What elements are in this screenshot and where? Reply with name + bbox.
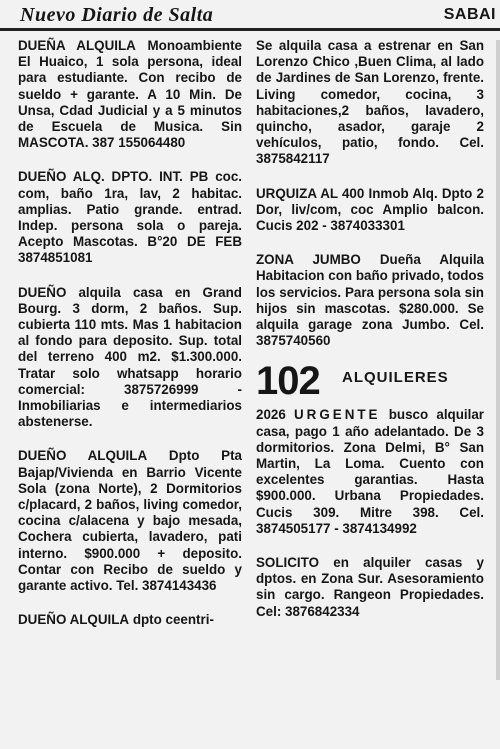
section-header: [256, 359, 484, 405]
ad-heading: ZONA JUMBO: [256, 252, 361, 268]
ad-body: coc. com, baño 1ra, lav, 2 habitac. amplias. Patio grande. entrad. Indep. persona sola o pareja. Acepto Mascotas. B°20 DE FEB 3874851081: [18, 169, 243, 266]
classified-ad: [18, 169, 242, 266]
classified-ad: [18, 285, 242, 431]
classified-ad: [256, 186, 484, 235]
ad-body: Monoambiente El Huaico, 1 sola persona, ideal para estudiante. Con recibo de sueldo + garante. A 10 Min. De Unsa, Cdad Judicial y a 5 minutos de Escuela de Musica. Sin MASCOTA. 387 155064480: [18, 38, 242, 151]
classified-ad: [18, 38, 242, 151]
ad-body: Inmob Alq. Dpto 2 Dor, liv/com, coc Amplio balcon. Cucis 202 - 3874033301: [256, 185, 484, 234]
ad-body: en alquiler casas y dptos. en Zona Sur. Asesoramiento sin cargo. Rangeon Propiedades. Cel: 3876842334: [256, 555, 484, 619]
ad-body: Dueña Alquila Habitacion con baño privado, todos los servicios. Para persona sola sin hijos sin mascotas. $280.000. Se alquila garage zona Jumbo. Cel. 3875740560: [256, 252, 484, 349]
classified-ad: [256, 407, 484, 537]
ad-body: dpto ceentri-: [129, 612, 214, 628]
page-edge-shadow: [496, 40, 500, 680]
ad-body: Dpto Pta Bajap/Vivienda en Barrio Vicente Sola (zona Norte), 2 Dormitorios c/placard, 2 baños, living comedor, cocina c/alacena y bajo mesada, Cochera cubierta, lavadero, pati interno. $900.000 + deposito. Contar con Recibo de sueldo y garante activo. Tel. 3874143436: [18, 448, 242, 594]
ad-body: alquila casa en Grand Bourg. 3 dorm, 2 baños. Sup. cubierta 110 mts. Mas 1 habitacion al fondo para deposito. Sup. total del terreno 400 m2. $1.300.000. Tratar solo whatsapp horario comercial: 3875726999 - Inmobiliarias e intermediarios abstenerse.: [18, 284, 242, 430]
classified-ad: [18, 612, 242, 628]
ad-heading: DUEÑO ALQUILA: [18, 448, 148, 464]
classified-ad: [18, 448, 242, 594]
ad-heading: SOLICITO: [256, 555, 319, 571]
newspaper-masthead: Nuevo Diario de Salta: [20, 4, 214, 26]
header-date-fragment: SABAI: [443, 6, 496, 23]
ad-body: busco alquilar casa, pago 1 año adelantado. De 3 dormitorios. Zona Delmi, B° San Martin, La Loma. Cuento con excelentes garantias. Hasta $900.000. Urbana Propiedades. Cucis 309. Mitre 398. Cel. 3874505177 - 3874134992: [256, 407, 484, 536]
classified-ad: [256, 38, 484, 168]
section-number: 102: [256, 359, 320, 404]
section-title: ALQUILERES: [342, 369, 449, 387]
ad-heading: DUEÑO ALQUILA: [18, 612, 130, 628]
page-header: [0, 0, 500, 28]
ad-heading: DUEÑO ALQ. DPTO. INT. PB: [18, 169, 209, 185]
ad-body: Se alquila casa a estrenar en San Lorenzo Chico ,Buen Clima, al lado de Jardines de San Lorenzo, frente. Living comedor, cocina, 3 habitaciones,2 baños, lavadero, quincho, asador, garaje 2 vehículos, patio, fondo. Cel. 3875842117: [256, 38, 484, 167]
classified-ad: [256, 252, 484, 349]
header-rule: [0, 28, 500, 31]
right-column: [256, 38, 484, 749]
ad-heading: DUEÑO: [18, 284, 67, 300]
ad-heading: URGENTE: [294, 407, 381, 423]
ad-heading: URQUIZA AL 400: [256, 185, 365, 201]
classified-ad: [256, 555, 484, 620]
left-column: [18, 38, 242, 749]
ad-heading: DUEÑA ALQUILA: [18, 38, 136, 53]
ad-prefix: 2026: [256, 407, 295, 423]
